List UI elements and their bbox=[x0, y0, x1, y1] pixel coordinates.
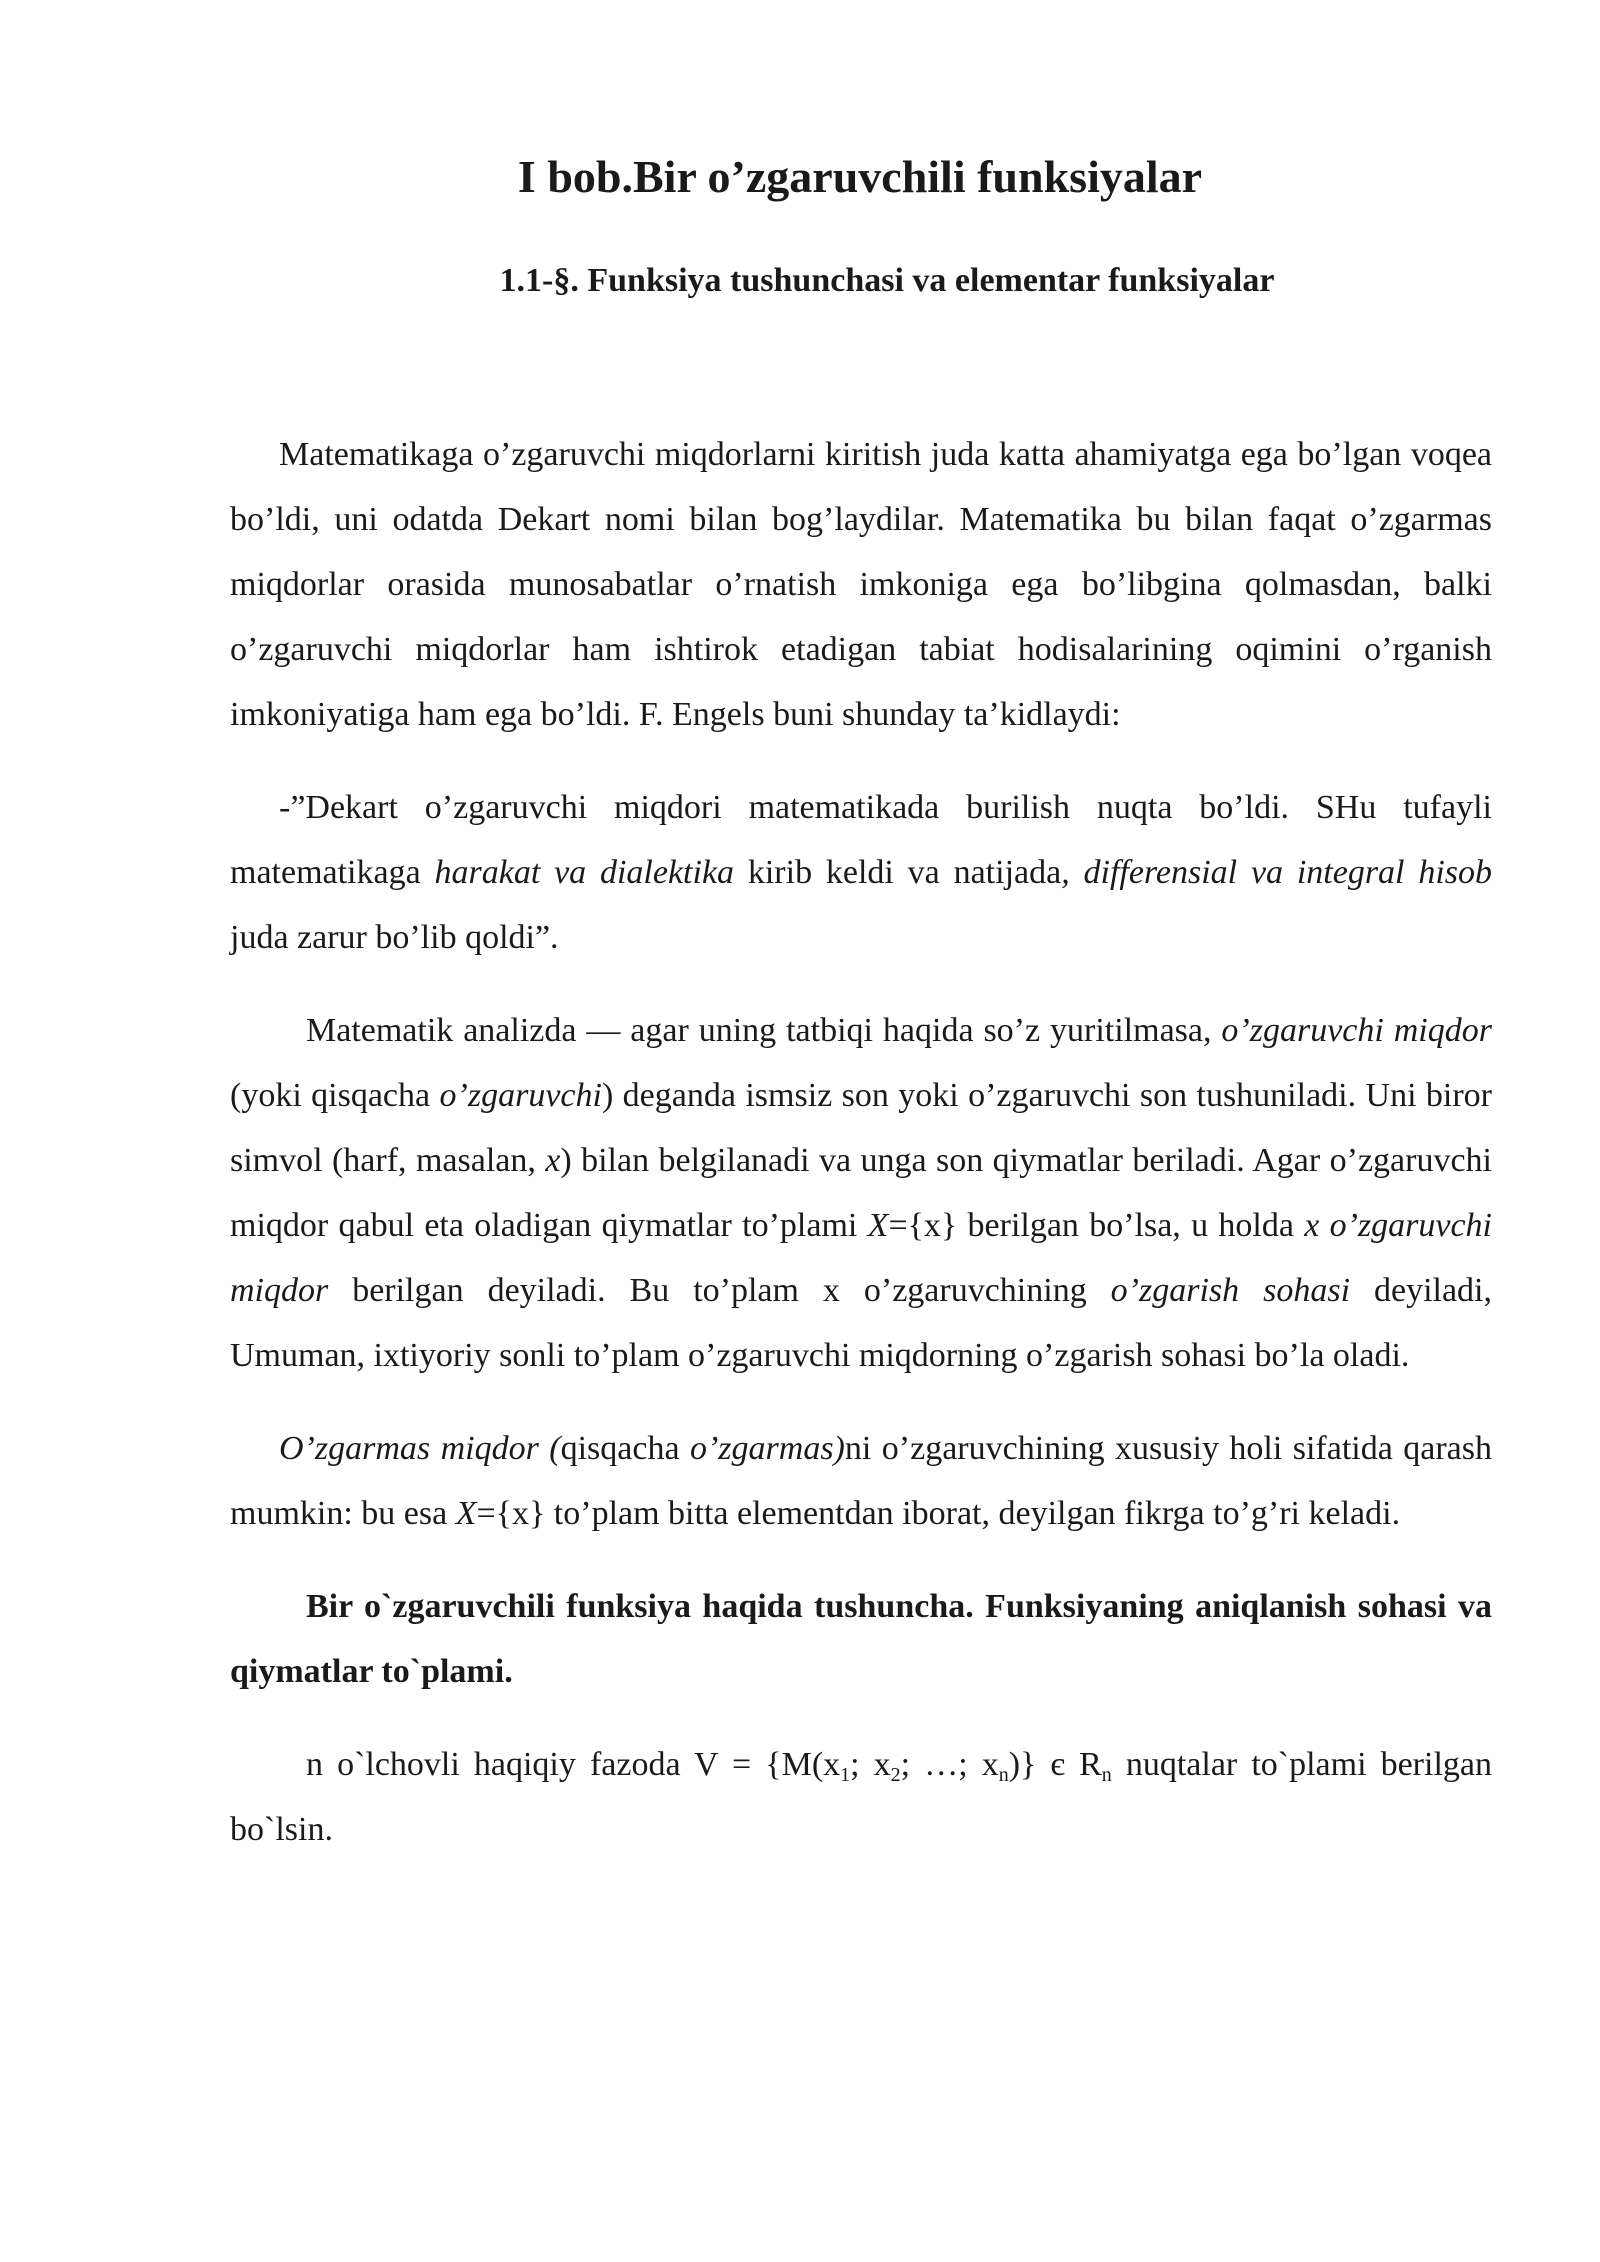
italic-run: o’zgaruvchi bbox=[439, 1077, 602, 1114]
italic-run: o’zgarish sohasi bbox=[1110, 1272, 1351, 1309]
text-run: ; …; x bbox=[900, 1746, 999, 1783]
text-run: juda zarur bo’lib qoldi”. bbox=[230, 919, 559, 956]
text-run: ; x bbox=[850, 1746, 891, 1783]
subheading: Bir o`zgaruvchili funksiya haqida tushuncha. Funksiyaning aniqlanish sohasi va qiymatlar to`plami. bbox=[230, 1588, 1492, 1690]
text-run: n o`lchovli haqiqiy fazoda V = {M(x bbox=[306, 1746, 841, 1783]
document-body bbox=[230, 422, 1492, 1890]
text-run: ={x} to’plam bitta elementdan iborat, deyilgan fikrga to’g’ri keladi. bbox=[476, 1495, 1401, 1532]
text-run: -”Dekart o’zgaruvchi miqdori matematikada burilish nuqta bo’ldi. SHu tufayli matematikaga bbox=[230, 789, 1492, 891]
text-run: nuqtalar to`plami berilgan bo`lsin. bbox=[230, 1746, 1492, 1848]
italic-run: , differensial va integral hisob bbox=[1061, 854, 1492, 891]
chapter-title: I bob.Bir o’zgaruvchili funksiyalar bbox=[517, 151, 1203, 202]
italic-run: O’zgarmas miqdor ( bbox=[279, 1430, 561, 1467]
text-run: deyiladi, Umuman, ixtiyoriy sonli to’plam o’zgaruvchi miqdorning o’zgarish sohasi bo’la oladi. bbox=[230, 1272, 1493, 1374]
subscript: n bbox=[998, 1764, 1009, 1786]
paragraph-intro: Matematikaga o’zgaruvchi miqdorlarni kiritish juda katta ahamiyatga ega bo’lgan voqea bo’ldi, uni odatda Dekart nomi bilan bog’laydilar. Matematika bu bilan faqat o’zgarmas miqdorlar orasida munosabatlar o’rnatish imkoniga ega bo’libgina qolmasdan, balki o’zgaruvchi miqdorlar ham ishtirok etadigan tabiat hodisalarining oqimini o’rganish imkoniyatiga ham ega bo’ldi. F. Engels buni shunday ta’kidlaydi: bbox=[230, 436, 1492, 733]
paragraph-constant-definition bbox=[230, 1416, 1492, 1546]
italic-run: harakat va dialektika bbox=[434, 854, 735, 891]
italic-run: x o’zgaruvchi miqdor bbox=[230, 1207, 1492, 1309]
italic-run: o’zgarmas) bbox=[689, 1430, 845, 1467]
subscript: 2 bbox=[890, 1764, 901, 1786]
text-run: ={x} berilgan bo’lsa, u holda bbox=[888, 1207, 1305, 1244]
paragraph-engels-quote bbox=[230, 775, 1492, 970]
text-run: qisqacha bbox=[560, 1430, 690, 1467]
text-run: ) bilan belgilanadi va unga son qiymatlar beriladi. Agar o’zgaruvchi miqdor qabul eta oladigan qiymatlar to’plami bbox=[230, 1142, 1492, 1244]
text-run: Matematik analizda — agar uning tatbiqi haqida so’z yuritilmasa, bbox=[306, 1012, 1222, 1049]
italic-run: o’zgaruvchi miqdor bbox=[1221, 1012, 1492, 1049]
text-run: (yoki qisqacha bbox=[230, 1077, 440, 1114]
text-run: berilgan deyiladi. Bu to’plam x o’zgaruvchining bbox=[328, 1272, 1111, 1309]
subscript: 1 bbox=[840, 1764, 851, 1786]
section-title: 1.1-§. Funksiya tushunchasi va elementar funksiyalar bbox=[499, 262, 1275, 299]
paragraph-n-dimensional-space bbox=[230, 1732, 1492, 1862]
text-run: ) deganda ismsiz son yoki o’zgaruvchi son tushuniladi. Uni biror simvol (harf, masalan, bbox=[230, 1077, 1493, 1179]
subscript: n bbox=[1101, 1764, 1112, 1786]
text-run: ni o’zgaruvchining xususiy holi sifatida qarash mumkin: bu esa bbox=[230, 1430, 1492, 1532]
italic-run: x bbox=[545, 1142, 561, 1179]
text-run: )} є R bbox=[1008, 1746, 1102, 1783]
italic-run: X bbox=[867, 1207, 889, 1244]
italic-run: X bbox=[455, 1495, 477, 1532]
text-run: kirib keldi va natijada bbox=[734, 854, 1062, 891]
paragraph-variable-definition bbox=[230, 998, 1492, 1388]
